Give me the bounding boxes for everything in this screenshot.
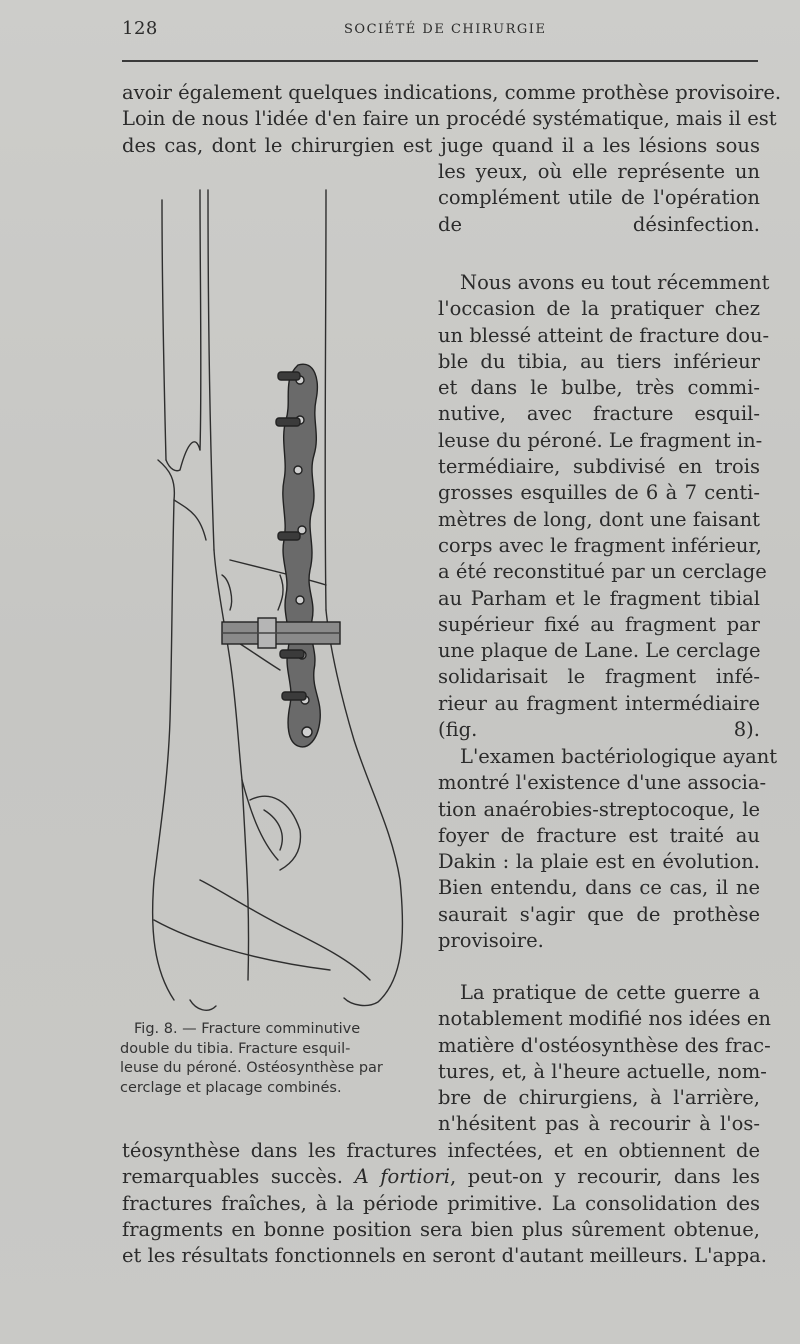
text-line: bre de chirurgiens, à l'arrière, [438,1086,760,1110]
page-number: 128 [122,18,158,39]
text-line: avoir également quelques indications, comme prothèse provisoire. [122,81,782,104]
text-line: provisoire. [438,929,544,953]
text-line: mètres de long, dont une faisant [438,507,760,531]
text-line: corps avec le fragment inférieur, [438,533,762,557]
intro-paragraph [122,80,782,159]
text-line: ble du tibia, au tiers inférieur [438,349,760,373]
figure-caption [120,1020,420,1098]
text-line: solidarisait le fragment infé- [438,665,760,689]
text-line: grosses esquilles de 6 à 7 centi- [438,481,760,505]
lane-plate [276,364,320,747]
paragraph-case-report [438,270,770,743]
text-line: téosynthèse dans les fractures infectées, et en obtiennent de [122,1139,760,1162]
paragraph-war-practice-continued [122,1138,767,1269]
running-title: SOCIÉTÉ DE CHIRURGIE [344,22,547,37]
text-line: notablement modifié nos idées en [438,1007,771,1031]
header-rule [122,60,758,62]
caption-line: double du tibia. Fracture esquil- [120,1040,351,1057]
text-line: une plaque de Lane. Le cerclage [438,639,761,663]
text-line: rieur au fragment intermédiaire [438,691,760,715]
caption-line: Fig. 8. — Fracture comminutive [134,1021,361,1037]
text-line: supérieur fixé au fragment par [438,612,760,636]
caption-line: leuse du péroné. Ostéosynthèse par [120,1060,383,1076]
text-segment: remarquables succès. [122,1165,355,1189]
caption-line: cerclage et placage combinés. [120,1079,342,1096]
text-line: au Parham et le fragment tibial [438,586,760,610]
text-line: des cas, dont le chirurgien est juge quand il a les lésions sous [122,133,760,157]
text-line: matière d'ostéosynthèse des frac- [438,1033,771,1057]
paragraph-war-practice [438,980,771,1138]
text-line: a été reconstitué par un cerclage [438,560,767,584]
text-line: La pratique de cette guerre a [460,981,760,1004]
text-line: tion anaérobies-streptocoque, le [438,797,760,821]
text-line: (fig. 8). [438,718,760,742]
text-line: l'occasion de la pratiquer chez [438,297,760,321]
text-line: tures, et, à l'heure actuelle, nom- [438,1059,767,1083]
text-line: montré l'existence d'une associa- [438,771,767,795]
text-segment: , peut-on y recourir, dans les [449,1165,760,1189]
text-line: complément utile de l'opération [438,186,760,210]
text-line: de désinfection. [438,212,760,236]
text-line: n'hésitent pas à recourir à l'os- [438,1112,760,1136]
text-line: fractures fraîches, à la période primitive. La consolidation des [122,1191,760,1215]
text-line: Loin de nous l'idée d'en faire un procédé systématique, mais il est [122,107,777,131]
text-line: un blessé atteint de fracture dou- [438,323,770,347]
text-line-with-italic [122,1164,760,1190]
text-line: termédiaire, subdivisé en trois [438,455,760,479]
text-line: leuse du péroné. Le fragment in- [438,428,763,452]
text-line: L'examen bactériologique ayant [460,745,778,768]
paragraph-bacteriology [438,744,778,954]
text-line: et les résultats fonctionnels en seront d'autant meilleurs. L'appa. [122,1244,767,1268]
intro-column-text [438,159,760,238]
text-line: foyer de fracture est traité au [438,823,760,847]
text-line: et dans le bulbe, très commi- [438,376,760,400]
page-header [122,18,762,46]
italic-phrase: A fortiori [354,1165,450,1189]
text-line: Dakin : la plaie est en évolution. [438,850,760,874]
text-line: Nous avons eu tout récemment [460,271,770,294]
text-line: nutive, avec fracture esquil- [438,402,760,426]
text-line: les yeux, où elle représente un [438,160,760,183]
text-line: fragments en bonne position sera bien plus sûrement obtenue, [122,1217,760,1241]
text-line: Bien entendu, dans ce cas, il ne [438,876,760,900]
text-line: saurait s'agir que de prothèse [438,902,760,926]
parham-band [222,618,340,648]
fracture-illustration [130,180,420,1020]
